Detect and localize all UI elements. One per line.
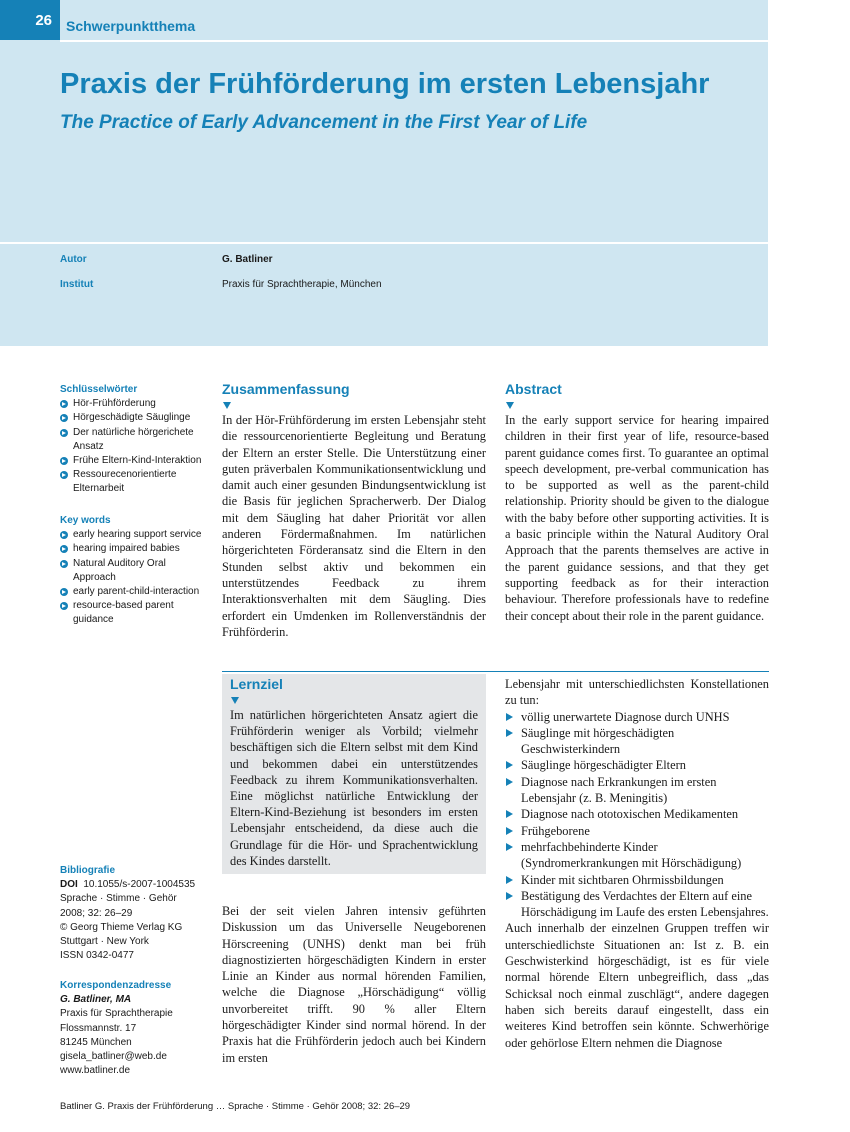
keyword-item: Frühe Eltern-Kind-Interaktion [60, 454, 210, 468]
author-label: Autor [60, 254, 87, 265]
header-divider [60, 40, 768, 42]
footer-citation: Batliner G. Praxis der Frühförderung … Sprache · Stimme · Gehör 2008; 32: 26–29 [60, 1101, 411, 1112]
triangle-right-icon [506, 778, 513, 786]
zusammenfassung-text: In der Hör-Frühförderung im ersten Lebensjahr steht die ressourcenorientierte Begleitung und Beratung der Eltern an erster Stelle. Die Unterstützung einer guten präverbalen Kommunikationsentwicklung und damit auch einer gesunden Bindungsentwicklung ist die Basis für jeglichen Spracherwerb. Der Dialog mit dem Säugling hat daher Priorität vor allen anderen Fördermaßnahmen. Im natürlichen hörgerichteten Förderansatz sind die Eltern in den Stunden selbst aktiv und bekommen ein unterstützendes Feedback zu ihrem Interaktionsverhalten mit dem Säugling. Dies erfordert ein Umdenken im Rollenverständnis der Frühförderin. [222, 413, 486, 639]
body-column-right [505, 676, 769, 1051]
journal-name: Sprache · Stimme · Gehör [60, 893, 177, 905]
section-label: Schwerpunktthema [66, 18, 196, 34]
triangle-right-icon [506, 713, 513, 721]
zusammenfassung-heading: Zusammenfassung [222, 381, 350, 397]
list-item: mehrfachbehinderte Kinder (Syndromerkrankungen mit Hörschädigung) [505, 839, 769, 872]
list-item: Säuglinge hörgeschädigter Eltern [505, 757, 769, 773]
keywords-en-block [60, 514, 210, 628]
keyword-item: Hörgeschädigte Säuglinge [60, 411, 210, 425]
keyword-item: resource-based parent guidance [60, 599, 210, 627]
bullet-arrow-icon [60, 429, 68, 437]
body-paragraph: Bei der seit vielen Jahren intensiv geführten Diskussion um das Universelle Neugeborenen Hörscreening (UNHS) denkt man bei früh diagnostizierten hörgeschädigten Kindern in erster Linie an Kinder aus normal hörenden Familien, welche die Diagnose „Hörschädigung“ völlig unvorbereitet trifft. 90 % aller Eltern hörgeschädigter Kinder sind normal hörend. In der Praxis hat die Frühförderin jedoch auch bei Kindern im ersten [222, 904, 486, 1065]
correspondence-line: Praxis für Sprachtherapie [60, 1008, 173, 1020]
triangle-right-icon [506, 827, 513, 835]
correspondence-email: gisela_batliner@web.de [60, 1051, 167, 1063]
correspondence-website: www.batliner.de [60, 1065, 131, 1077]
keywords-en-list [60, 528, 210, 627]
keyword-item: Natural Auditory Oral Approach [60, 557, 210, 585]
correspondence-name: G. Batliner, MA [60, 994, 132, 1006]
bullet-arrow-icon [60, 545, 68, 553]
keywords-de-block [60, 383, 210, 497]
article-title: Praxis der Frühförderung im ersten Lebensjahr [60, 68, 710, 100]
body-paragraph: Auch innerhalb der einzelnen Gruppen treffen wir unterschiedlichste Situationen an: Ist z. B. ein Geschwisterkind hörgeschädigt, ist es für viele normal hörende Eltern unbegreiflich, dass „das Schicksal noch einmal zuschlägt“, andere dagegen haben sich bereits darauf eingestellt, dass ein weiteres Kind betroffen sein könnte. Schwerhörige oder gehörlose Eltern nehmen die Diagnose [505, 921, 769, 1050]
doi-value: 10.1055/s-2007-1004535 [83, 879, 196, 891]
institute-label: Institut [60, 279, 94, 290]
zusammenfassung-section [222, 381, 486, 640]
publisher-place: Stuttgart · New York [60, 936, 149, 948]
journal-issue: 2008; 32: 26–29 [60, 907, 133, 919]
keyword-item: Der natürliche hörgerichete Ansatz [60, 426, 210, 454]
abstract-section [505, 381, 769, 624]
keywords-en-heading: Key words [60, 515, 111, 526]
bullet-arrow-icon [60, 400, 68, 408]
abstract-text: In the early support service for hearing impaired children in their first year of life, resource-based parent guidance comes first. To guarantee an optimal speech development, pre-verbal communication has to be supported as well as the parent-child relationship. Priority should be given to the dialogue with the baby before other supporting activities. It is a basic principle within the Natural Auditory Oral Approach that the parents themselves are active in the parent guidance sessions, and that they get supporting feedback as for their interaction behaviour. Therefore professionals have to redefine their concept about their role in the parent guidance. [505, 413, 769, 623]
correspondence-line: Flossmannstr. 17 [60, 1022, 137, 1034]
institute-name: Praxis für Sprachtherapie, München [222, 279, 382, 290]
correspondence-line: 81245 München [60, 1036, 132, 1048]
list-item: Diagnose nach ototoxischen Medikamenten [505, 806, 769, 822]
triangle-down-icon [506, 402, 514, 409]
doi-line [60, 878, 220, 892]
triangle-right-icon [506, 892, 513, 900]
triangle-right-icon [506, 876, 513, 884]
bullet-arrow-icon [60, 457, 68, 465]
list-item: völlig unerwartete Diagnose durch UNHS [505, 709, 769, 725]
list-item: Kinder mit sichtbaren Ohrmissbildungen [505, 872, 769, 888]
triangle-down-icon [231, 697, 239, 704]
lernziel-box [222, 674, 486, 874]
bullet-arrow-icon [60, 531, 68, 539]
triangle-down-icon [223, 402, 231, 409]
lernziel-heading: Lernziel [230, 676, 283, 692]
meta-divider [0, 242, 768, 244]
list-item: Säuglinge mit hörgeschädigten Geschwisterkindern [505, 725, 769, 758]
bullet-arrow-icon [60, 560, 68, 568]
list-item: Frühgeborene [505, 823, 769, 839]
correspondence-heading: Korrespondenzadresse [60, 980, 172, 991]
keyword-item: Hör-Frühförderung [60, 397, 210, 411]
author-name: G. Batliner [222, 254, 273, 265]
page-number: 26 [0, 0, 60, 40]
triangle-right-icon [506, 729, 513, 737]
triangle-right-icon [506, 810, 513, 818]
bullet-arrow-icon [60, 588, 68, 596]
article-subtitle: The Practice of Early Advancement in the First Year of Life [60, 112, 588, 133]
triangle-right-icon [506, 761, 513, 769]
body-column-left [222, 903, 486, 1066]
bibliography-heading: Bibliografie [60, 865, 116, 876]
keywords-de-list [60, 397, 210, 496]
bullet-arrow-icon [60, 414, 68, 422]
doi-label: DOI [60, 879, 78, 891]
keyword-item: early parent-child-interaction [60, 585, 210, 599]
lernziel-text: Im natürlichen hörgerichteten Ansatz agiert die Frühförderin weniger als Vorbild; vielmehr beschäftigen sich die Eltern selbst mit dem Kind und bekommen dabei ein unterstützendes Feedback zu ihrem Kommunikationsverhalten. Eine möglichst natürliche Entwicklung der Eltern-Kind-Beziehung ist besonders im ersten Lebensjahr entscheidend, da diese auch die Grundlage für die Hör- und Sprachentwicklung des Kindes darstellt. [230, 708, 478, 868]
keyword-item: early hearing support service [60, 528, 210, 542]
correspondence-block [60, 979, 220, 1078]
triangle-right-icon [506, 843, 513, 851]
bullet-arrow-icon [60, 471, 68, 479]
keywords-de-heading: Schlüsselwörter [60, 384, 138, 395]
list-item: Bestätigung des Verdachtes der Eltern auf eine Hörschädigung im Laufe des ersten Lebensjahres. [505, 888, 769, 921]
section-divider [222, 671, 769, 672]
header-band [0, 0, 768, 346]
keyword-item: hearing impaired babies [60, 542, 210, 556]
keyword-item: Ressourecenorientierte Elternarbeit [60, 468, 210, 496]
bullet-arrow-icon [60, 602, 68, 610]
copyright: © Georg Thieme Verlag KG [60, 921, 183, 933]
body-paragraph: Lebensjahr mit unterschiedlichsten Konstellationen zu tun: [505, 677, 769, 708]
issn: ISSN 0342-0477 [60, 950, 134, 962]
bibliography-block [60, 864, 220, 963]
abstract-heading: Abstract [505, 381, 562, 397]
situations-list [505, 709, 769, 921]
list-item: Diagnose nach Erkrankungen im ersten Lebensjahr (z. B. Meningitis) [505, 774, 769, 807]
